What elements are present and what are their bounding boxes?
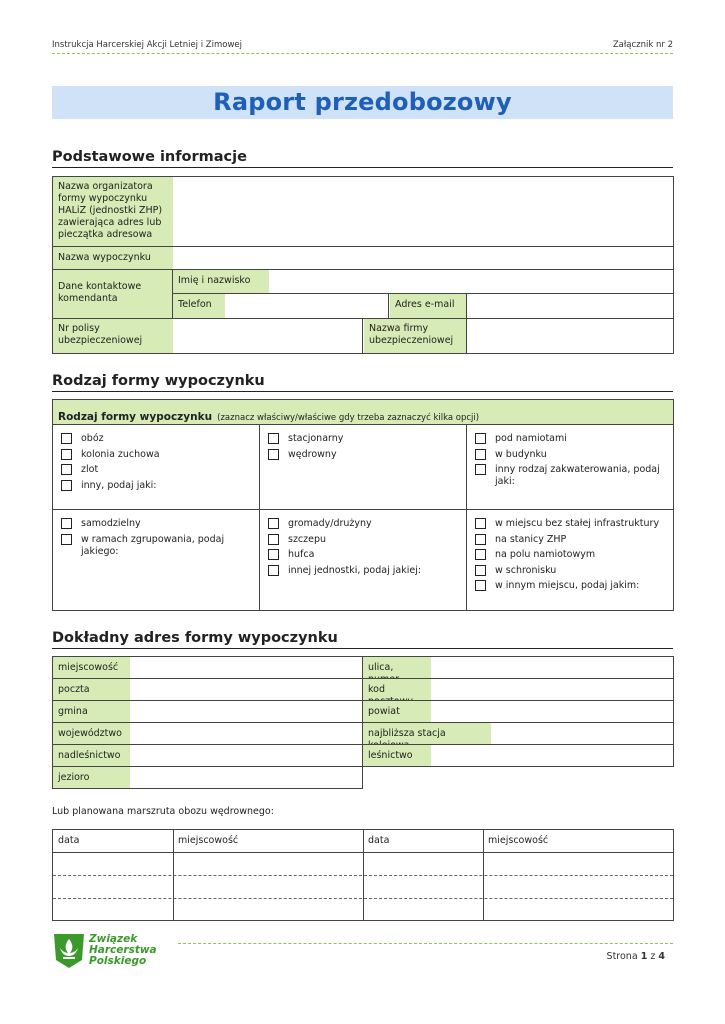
mobility-option <box>268 449 460 461</box>
header-attachment-number: Załącznik nr 2 <box>612 40 673 50</box>
route-input-row1-date1[interactable] <box>53 853 173 875</box>
address-input[interactable] <box>130 723 362 744</box>
address-label: leśnictwo <box>363 745 431 766</box>
checkbox-label: zlot <box>81 464 99 475</box>
checkbox-label: stacjonarny <box>288 433 344 444</box>
camp-form-option <box>61 449 253 461</box>
email-input[interactable] <box>466 294 673 318</box>
checkbox[interactable] <box>268 433 279 444</box>
checkbox[interactable] <box>268 549 279 560</box>
checkbox-label: wędrowny <box>288 448 337 460</box>
route-header-place-2: miejscowość <box>488 835 549 846</box>
insurer-label: Nazwa firmy ubezpieczeniowej <box>364 319 466 353</box>
page-title: Raport przedobozowy <box>213 88 512 116</box>
policy-input[interactable] <box>173 319 363 353</box>
checkbox[interactable] <box>475 449 486 460</box>
checkbox-label: w budynku <box>495 448 547 460</box>
checkbox[interactable] <box>268 518 279 529</box>
checkbox[interactable] <box>61 518 72 529</box>
checkbox[interactable] <box>475 433 486 444</box>
address-label: ulica, <box>363 657 431 678</box>
header-divider <box>52 53 673 54</box>
checkbox-group-unit-level <box>268 518 460 580</box>
unit-level-option <box>268 534 460 546</box>
address-label: miejscowość <box>53 657 130 678</box>
route-input-row1-place2[interactable] <box>484 853 673 875</box>
commander-label: Dane kontaktowe komendanta <box>53 270 173 318</box>
footer-divider <box>178 943 673 944</box>
checkbox[interactable] <box>61 464 72 475</box>
address-input[interactable] <box>431 657 673 678</box>
checkbox-group-accommodation <box>475 433 669 492</box>
organization-option <box>61 534 253 558</box>
checkbox[interactable] <box>475 565 486 576</box>
address-row <box>52 678 363 701</box>
checkbox-label: w miejscu bez stałej infrastruktury <box>495 518 660 529</box>
camp-name-label: Nazwa wypoczynku <box>53 247 173 269</box>
checkbox-group-organization <box>61 518 253 561</box>
policy-label: Nr polisy ubezpieczeniowej <box>53 319 173 353</box>
title-band <box>52 86 673 119</box>
location-option <box>475 565 669 577</box>
route-input-row1-place1[interactable] <box>174 853 363 875</box>
address-label: gmina <box>53 701 130 722</box>
address-row <box>362 722 674 745</box>
camp-name-input[interactable] <box>173 247 673 269</box>
address-row <box>52 722 363 745</box>
address-input[interactable] <box>130 745 362 766</box>
address-label: powiat <box>363 701 431 722</box>
address-label: nadleśnictwo <box>53 745 130 766</box>
route-table <box>52 829 674 921</box>
address-input[interactable] <box>130 679 362 700</box>
checkbox-label: gromady/drużyny <box>288 518 372 529</box>
address-input[interactable] <box>130 767 362 788</box>
address-input[interactable] <box>130 701 362 722</box>
checkbox[interactable] <box>61 449 72 460</box>
basic-info-table <box>52 176 674 354</box>
camp-type-box-header <box>53 400 673 425</box>
address-row <box>362 656 674 679</box>
camp-form-option <box>61 464 253 476</box>
route-header-date-1: data <box>58 835 80 846</box>
checkbox[interactable] <box>268 449 279 460</box>
zhp-logo-text: Związek Harcerstwa Polskiego <box>89 932 157 967</box>
checkbox[interactable] <box>268 565 279 576</box>
address-row <box>52 766 363 789</box>
address-input[interactable] <box>491 723 673 744</box>
checkbox-label: inny, podaj jaki: <box>81 479 157 491</box>
address-input[interactable] <box>431 701 673 722</box>
address-input[interactable] <box>431 679 673 700</box>
zhp-logo <box>52 930 157 970</box>
section-heading-basic-info: Podstawowe informacje <box>52 149 673 168</box>
location-option <box>475 518 669 530</box>
section-heading-address: Dokładny adres formy wypoczynku <box>52 630 673 649</box>
route-header-date-2: data <box>368 835 390 846</box>
phone-input[interactable] <box>225 294 389 318</box>
email-label: Adres e-mail <box>390 294 466 318</box>
header-document-name: Instrukcja Harcerskiej Akcji Letniej i Zimowej <box>52 40 243 50</box>
address-label: poczta <box>53 679 130 700</box>
name-input[interactable] <box>269 270 673 293</box>
checkbox-label: inny rodzaj zakwaterowania, podaj jaki: <box>495 464 660 487</box>
zhp-lily-icon <box>52 930 86 970</box>
checkbox-label: na stanicy ZHP <box>495 533 567 545</box>
address-table <box>52 656 674 795</box>
camp-type-box-title: Rodzaj formy wypoczynku <box>58 411 213 423</box>
checkbox-label: w innym miejscu, podaj jakim: <box>495 580 640 591</box>
checkbox[interactable] <box>61 480 72 491</box>
address-row <box>52 744 363 767</box>
checkbox-label: obóz <box>81 433 104 444</box>
address-input[interactable] <box>431 745 673 766</box>
checkbox[interactable] <box>475 580 486 591</box>
section-heading-camp-type: Rodzaj formy wypoczynku <box>52 373 673 392</box>
checkbox-label: pod namiotami <box>495 433 567 444</box>
address-label: województwo <box>53 723 130 744</box>
address-input[interactable] <box>130 657 362 678</box>
accommodation-option <box>475 464 669 488</box>
phone-label: Telefon <box>173 294 225 318</box>
checkbox[interactable] <box>475 549 486 560</box>
unit-level-option <box>268 565 460 577</box>
checkbox[interactable] <box>61 534 72 545</box>
route-header-place-1: miejscowość <box>178 835 239 846</box>
organizer-label: Nazwa organizatora formy wypoczynku HALiZ (jednostki ZHP) zawierająca adres lub pieczątka adresowa <box>53 177 173 246</box>
address-row <box>362 700 674 723</box>
location-option <box>475 549 669 561</box>
checkbox-label: szczepu <box>288 533 327 545</box>
address-label: kod <box>363 679 431 700</box>
accommodation-option <box>475 433 669 445</box>
camp-type-box <box>52 399 674 611</box>
mobility-option <box>268 433 460 445</box>
location-option <box>475 580 669 592</box>
address-label: najbliższa stacja <box>363 723 491 744</box>
checkbox-label: w schronisku <box>495 564 557 576</box>
camp-type-box-note: (zaznacz właściwy/właściwe gdy trzeba zaznaczyć kilka opcji) <box>217 413 480 423</box>
address-row <box>362 678 674 701</box>
checkbox-label: na polu namiotowym <box>495 549 596 560</box>
unit-level-option <box>268 549 460 561</box>
checkbox-label: hufca <box>288 549 315 560</box>
organizer-input[interactable] <box>173 177 673 246</box>
checkbox[interactable] <box>61 433 72 444</box>
checkbox-label: kolonia zuchowa <box>81 448 160 460</box>
accommodation-option <box>475 449 669 461</box>
unit-level-option <box>268 518 460 530</box>
checkbox-group-mobility <box>268 433 460 464</box>
camp-form-option <box>61 480 253 492</box>
checkbox-label: samodzielny <box>81 518 141 529</box>
checkbox[interactable] <box>475 534 486 545</box>
route-note: Lub planowana marszruta obozu wędrownego: <box>52 806 274 817</box>
page-number: Strona 1 z 4 <box>606 951 665 962</box>
checkbox[interactable] <box>475 464 486 475</box>
checkbox-group-camp-form <box>61 433 253 495</box>
address-row <box>52 700 363 723</box>
address-row <box>362 744 674 767</box>
insurer-input[interactable] <box>466 319 673 353</box>
address-label: jezioro <box>53 767 130 788</box>
name-label: Imię i nazwisko <box>173 270 269 293</box>
address-row <box>52 656 363 679</box>
checkbox[interactable] <box>475 518 486 529</box>
checkbox-label: innej jednostki, podaj jakiej: <box>288 564 422 576</box>
route-input-row1-date2[interactable] <box>364 853 483 875</box>
location-option <box>475 534 669 546</box>
checkbox[interactable] <box>268 534 279 545</box>
organization-option <box>61 518 253 530</box>
checkbox-label: w ramach zgrupowania, podaj jakiego: <box>81 533 225 557</box>
camp-form-option <box>61 433 253 445</box>
checkbox-group-location <box>475 518 669 596</box>
